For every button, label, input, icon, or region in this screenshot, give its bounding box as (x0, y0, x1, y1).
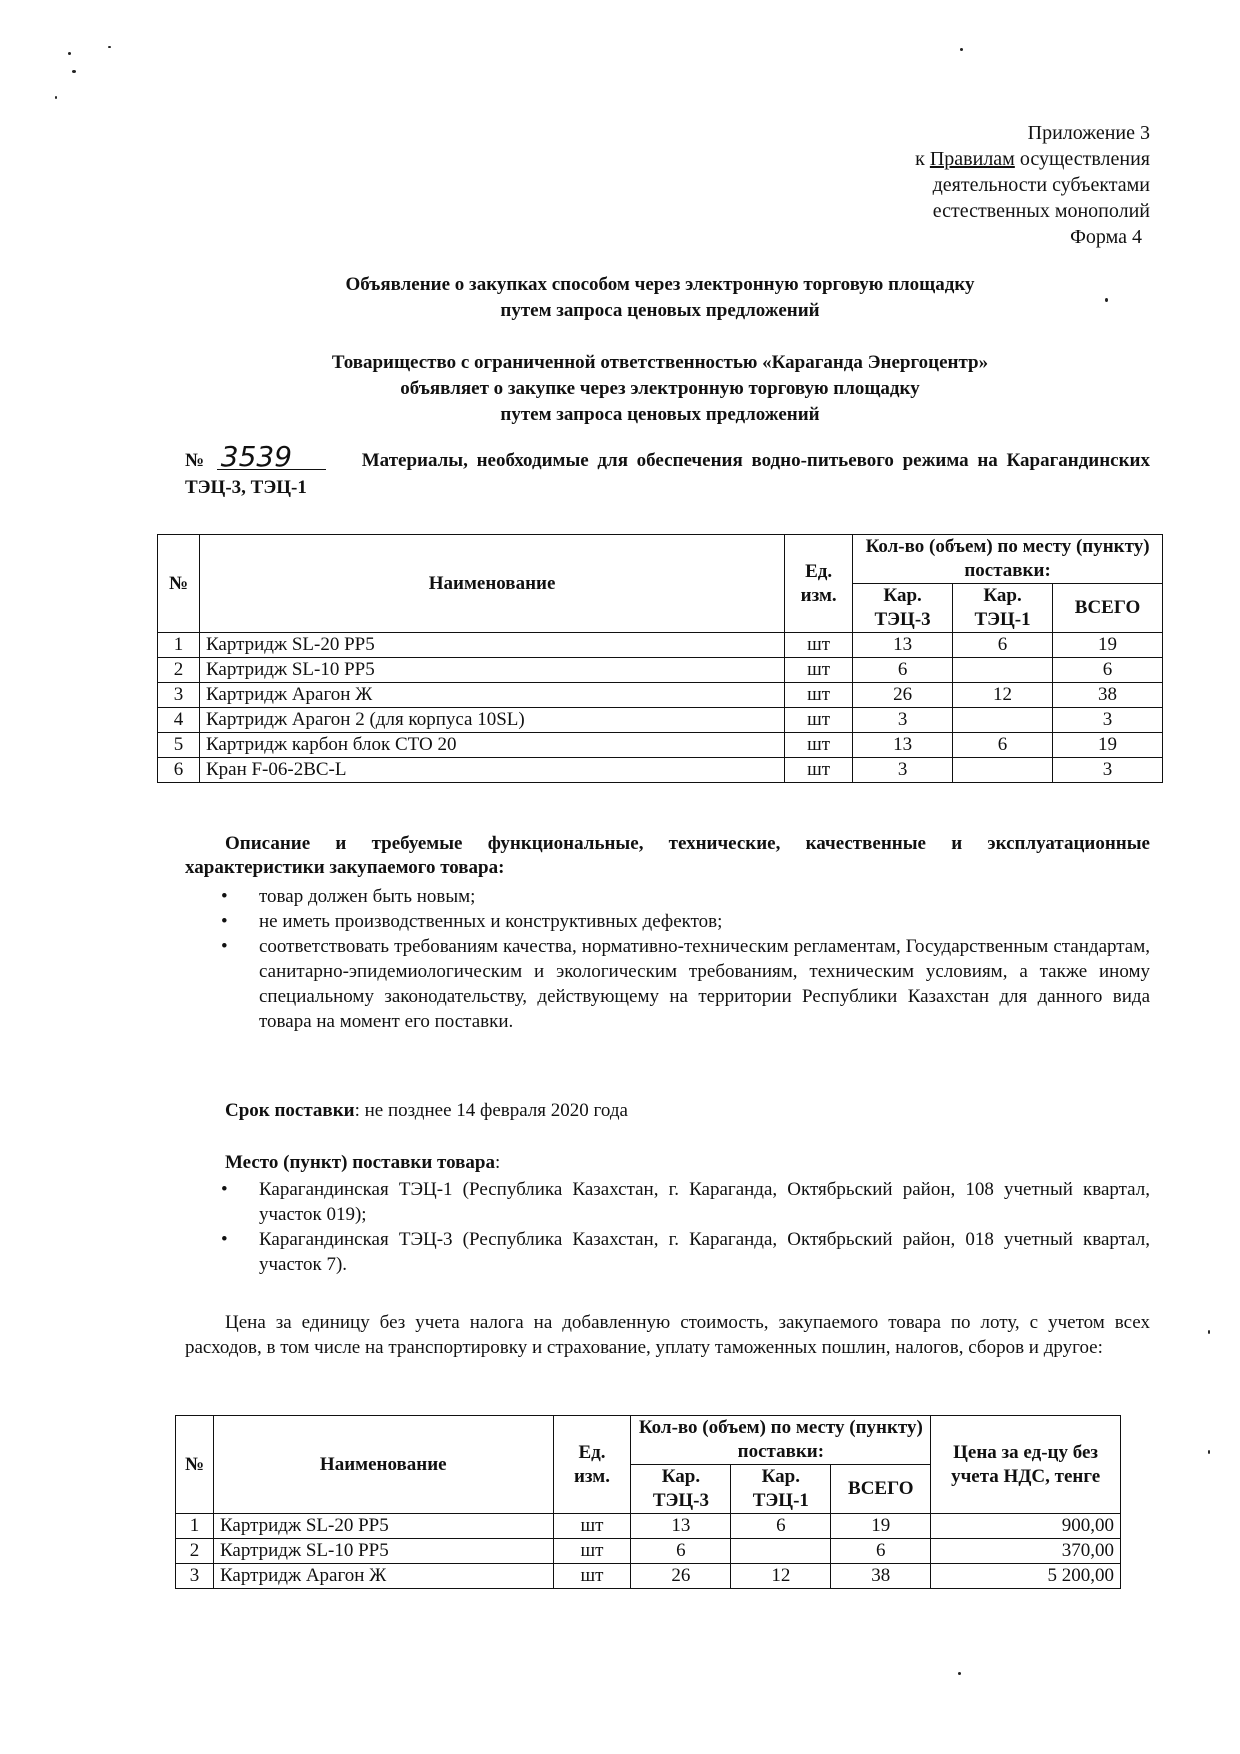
table-row (158, 708, 1163, 733)
scan-speck (72, 70, 76, 73)
announcement-title (180, 272, 1140, 324)
price-paragraph: Цена за единицу без учета налога на добавленную стоимость, закупаемого товара по лоту, с учетом всех расходов, в том числе на транспортировку и страхование, уплату таможенных пошлин, налогов, сборов и другое: (185, 1312, 1150, 1358)
table-row (176, 1539, 1121, 1564)
cell-tec3: 13 (853, 633, 953, 658)
appendix-header (810, 120, 1150, 250)
cell-num: 4 (158, 708, 200, 733)
cell-tec3: 26 (631, 1564, 731, 1589)
header-qty-group: Кол-во (объем) по месту (пункту) поставки: (631, 1416, 931, 1465)
organization-block (180, 350, 1140, 428)
header-tec3: Кар. ТЭЦ-3 (853, 584, 953, 633)
scan-speck (1208, 1450, 1210, 1454)
header-num: № (176, 1416, 214, 1514)
header-qty-group: Кол-во (объем) по месту (пункту) поставки: (853, 535, 1163, 584)
cell-num: 1 (158, 633, 200, 658)
cell-tec3: 26 (853, 683, 953, 708)
cell-unit: шт (553, 1564, 631, 1589)
title-line: путем запроса ценовых предложений (500, 300, 820, 321)
delivery-places-list (215, 1177, 1150, 1277)
org-line: объявляет о закупке через электронную торговую площадку (400, 378, 920, 399)
cell-name: Картридж Арагон Ж (199, 683, 784, 708)
place-colon: : (494, 1152, 501, 1173)
table-row (158, 658, 1163, 683)
description-heading: Описание и требуемые функциональные, технические, качественные и эксплуатационные характеристики закупаемого товара: (185, 833, 1150, 878)
cell-num: 3 (176, 1564, 214, 1589)
cell-unit: шт (785, 633, 853, 658)
header-tec1: Кар. ТЭЦ-1 (731, 1465, 831, 1514)
cell-name: Картридж SL-20 PP5 (213, 1514, 553, 1539)
scan-speck (958, 1672, 961, 1675)
cell-total: 19 (1053, 633, 1163, 658)
cell-total: 3 (1053, 708, 1163, 733)
cell-tec1: 6 (953, 733, 1053, 758)
cell-tec1 (731, 1539, 831, 1564)
header-total: ВСЕГО (831, 1465, 931, 1514)
cell-tec1: 12 (953, 683, 1053, 708)
appendix-suffix: осуществления (1014, 148, 1150, 170)
table-row (176, 1564, 1121, 1589)
requirements-list (215, 884, 1150, 1034)
org-line: Товарищество с ограниченной ответственностью «Караганда Энергоцентр» (331, 352, 989, 373)
table-row (158, 683, 1163, 708)
cell-name: Картридж SL-10 PP5 (199, 658, 784, 683)
scan-speck (1208, 1330, 1210, 1334)
cell-tec1 (953, 708, 1053, 733)
scan-speck (960, 48, 963, 51)
cell-total: 6 (831, 1539, 931, 1564)
lot-title (185, 440, 1150, 501)
rules-link: Правилам (929, 148, 1015, 170)
appendix-line: деятельности субъектами (932, 174, 1150, 196)
cell-tec3: 13 (631, 1514, 731, 1539)
header-unit: Ед. изм. (553, 1416, 631, 1514)
table-row (158, 633, 1163, 658)
cell-unit: шт (785, 658, 853, 683)
cell-num: 3 (158, 683, 200, 708)
cell-tec1: 6 (731, 1514, 831, 1539)
cell-name: Картридж Арагон 2 (для корпуса 10SL) (199, 708, 784, 733)
cell-tec3: 6 (853, 658, 953, 683)
list-item: • соответствовать требованиям качества, нормативно-техническим регламентам, Государственным стандартам, санитарно-эпидемиологическим и экологическим требованиям, техническим условиям, а также иному специальному законодательству, действующему на территории Республики Казахстан для данного вида товара на момент его поставки. (215, 934, 1150, 1034)
cell-tec3: 3 (853, 758, 953, 783)
cell-tec3: 13 (853, 733, 953, 758)
lot-number: 3539 (217, 445, 326, 470)
cell-tec1 (953, 758, 1053, 783)
cell-unit: шт (785, 758, 853, 783)
scan-speck (108, 46, 111, 48)
delivery-place-heading (225, 1150, 500, 1175)
cell-unit: шт (785, 733, 853, 758)
cell-total: 6 (1053, 658, 1163, 683)
header-unit: Ед. изм. (785, 535, 853, 633)
cell-unit: шт (553, 1539, 631, 1564)
cell-total: 19 (831, 1514, 931, 1539)
cell-unit: шт (785, 708, 853, 733)
cell-price: 5 200,00 (931, 1564, 1121, 1589)
list-item: • Карагандинская ТЭЦ-1 (Республика Казахстан, г. Караганда, Октябрьский район, 108 учетный квартал, участок 019); (215, 1177, 1150, 1227)
cell-num: 2 (176, 1539, 214, 1564)
appendix-prefix: к (915, 148, 930, 170)
price-table (175, 1415, 1121, 1589)
header-name: Наименование (213, 1416, 553, 1514)
cell-num: 1 (176, 1514, 214, 1539)
cell-name: Картридж SL-10 PP5 (213, 1539, 553, 1564)
appendix-line (810, 146, 1150, 172)
cell-num: 2 (158, 658, 200, 683)
header-total: ВСЕГО (1053, 584, 1163, 633)
place-label: Место (пункт) поставки товара (225, 1152, 495, 1173)
header-tec1: Кар. ТЭЦ-1 (953, 584, 1053, 633)
cell-name: Картридж SL-20 PP5 (199, 633, 784, 658)
cell-total: 38 (1053, 683, 1163, 708)
cell-num: 6 (158, 758, 200, 783)
list-item: • Карагандинская ТЭЦ-3 (Республика Казахстан, г. Караганда, Октябрьский район, 018 учетный квартал, участок 7). (215, 1227, 1150, 1277)
cell-total: 3 (1053, 758, 1163, 783)
cell-name: Картридж карбон блок СТО 20 (199, 733, 784, 758)
title-line: Объявление о закупках способом через электронную торговую площадку (345, 274, 975, 295)
header-num: № (158, 535, 200, 633)
header-name: Наименование (199, 535, 784, 633)
scan-speck (55, 96, 57, 99)
deadline-text: : не позднее 14 февраля 2020 года (354, 1100, 628, 1121)
cell-tec3: 3 (853, 708, 953, 733)
cell-tec1: 6 (953, 633, 1053, 658)
deadline-label: Срок поставки (225, 1100, 355, 1121)
cell-tec1: 12 (731, 1564, 831, 1589)
table-row (158, 758, 1163, 783)
appendix-line: Приложение 3 (1027, 122, 1150, 144)
cell-name: Картридж Арагон Ж (213, 1564, 553, 1589)
form-number: Форма 4 (1070, 226, 1142, 248)
cell-unit: шт (785, 683, 853, 708)
cell-num: 5 (158, 733, 200, 758)
scan-speck (1105, 298, 1108, 302)
delivery-deadline (225, 1098, 628, 1123)
appendix-line: естественных монополий (932, 200, 1150, 222)
cell-tec1 (953, 658, 1053, 683)
cell-price: 370,00 (931, 1539, 1121, 1564)
cell-unit: шт (553, 1514, 631, 1539)
table-row (158, 733, 1163, 758)
number-sign: № (185, 450, 209, 471)
org-line: путем запроса ценовых предложений (500, 404, 820, 425)
cell-price: 900,00 (931, 1514, 1121, 1539)
list-item: • не иметь производственных и конструктивных дефектов; (215, 909, 1150, 934)
header-tec3: Кар. ТЭЦ-3 (631, 1465, 731, 1514)
table-row (176, 1514, 1121, 1539)
scan-speck (68, 52, 71, 55)
cell-total: 19 (1053, 733, 1163, 758)
header-price: Цена за ед-цу без учета НДС, тенге (931, 1416, 1121, 1514)
cell-tec3: 6 (631, 1539, 731, 1564)
list-item: • товар должен быть новым; (215, 884, 1150, 909)
lot-description: Материалы, необходимые для обеспечения водно-питьевого режима на Карагандинских ТЭЦ-3, ТЭЦ-1 (185, 450, 1150, 498)
cell-total: 38 (831, 1564, 931, 1589)
cell-name: Кран F-06-2BC-L (199, 758, 784, 783)
quantity-table (157, 534, 1163, 783)
